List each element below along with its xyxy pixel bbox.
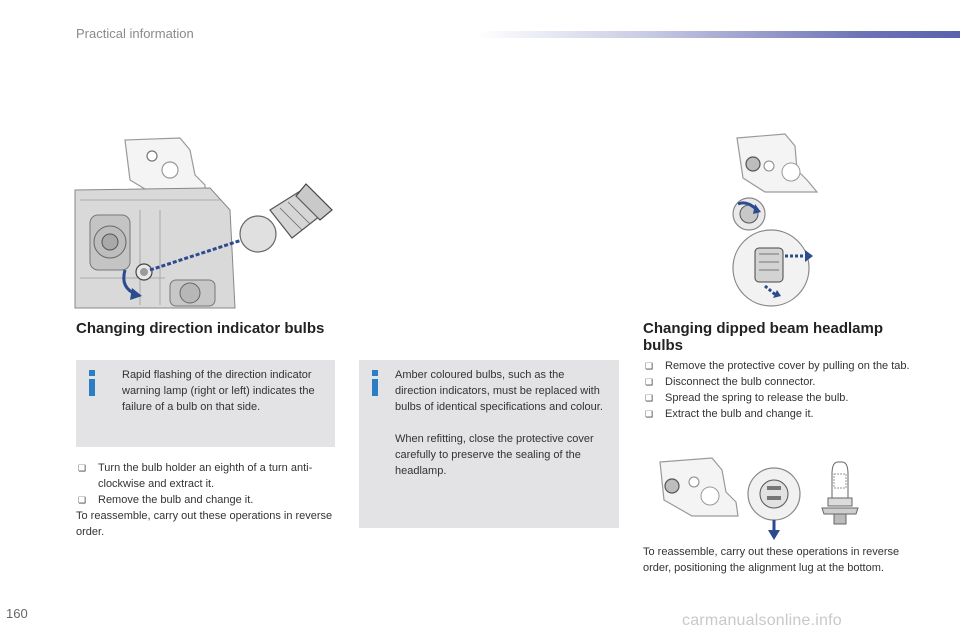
watermark: carmanualsonline.info: [682, 612, 842, 629]
list-item: ❏ Disconnect the bulb connector.: [645, 376, 816, 388]
info-icon: [88, 370, 96, 396]
info-box-middle: [359, 360, 619, 528]
direction-indicator-reassemble: To reassemble, carry out these operations in reverse order.: [76, 510, 333, 538]
header-bar: [478, 31, 960, 38]
info-box-left: [76, 360, 335, 447]
checkbox-bullet-icon: ❏: [78, 463, 87, 473]
info-box-left-text: Rapid flashing of the direction indicator warning lamp (right or left) indicates the failure of a bulb on that side.: [122, 369, 315, 413]
dipped-beam-heading: Changing dipped beam headlamp bulbs: [643, 320, 884, 354]
page-number: 160: [6, 606, 28, 621]
dipped-beam-steps: [643, 358, 913, 422]
direction-indicator-heading: Changing direction indicator bulbs: [76, 320, 325, 337]
checkbox-bullet-icon: ❏: [645, 393, 654, 403]
list-item: ❏ Remove the bulb and change it.: [78, 494, 254, 506]
list-item: ❏ Extract the bulb and change it.: [645, 408, 814, 420]
section-label: Practical information: [76, 26, 194, 41]
list-item: ❏ Spread the spring to release the bulb.: [645, 392, 849, 404]
dipped-beam-reassemble: To reassemble, carry out these operations in reverse order, positioning the alignment lug at the bottom.: [643, 546, 900, 574]
list-item: ❏ Remove the protective cover by pulling on the tab.: [645, 360, 910, 372]
checkbox-bullet-icon: ❏: [645, 409, 654, 419]
list-item: ❏ Turn the bulb holder an eighth of a turn anti-clockwise and extract it.: [78, 462, 313, 490]
info-box-middle-text-2: When refitting, close the protective cover carefully to preserve the sealing of the headlamp.: [395, 433, 594, 477]
info-box-middle-text-1: Amber coloured bulbs, such as the direction indicators, must be replaced with bulbs of identical specifications and colour.: [395, 369, 603, 413]
info-icon: [371, 370, 379, 396]
checkbox-bullet-icon: ❏: [78, 495, 87, 505]
checkbox-bullet-icon: ❏: [645, 361, 654, 371]
checkbox-bullet-icon: ❏: [645, 377, 654, 387]
direction-indicator-illustration: [70, 130, 340, 310]
dipped-beam-bulb-illustration: [652, 452, 872, 542]
dipped-beam-illustration: [725, 130, 825, 310]
direction-indicator-steps: [76, 460, 336, 508]
